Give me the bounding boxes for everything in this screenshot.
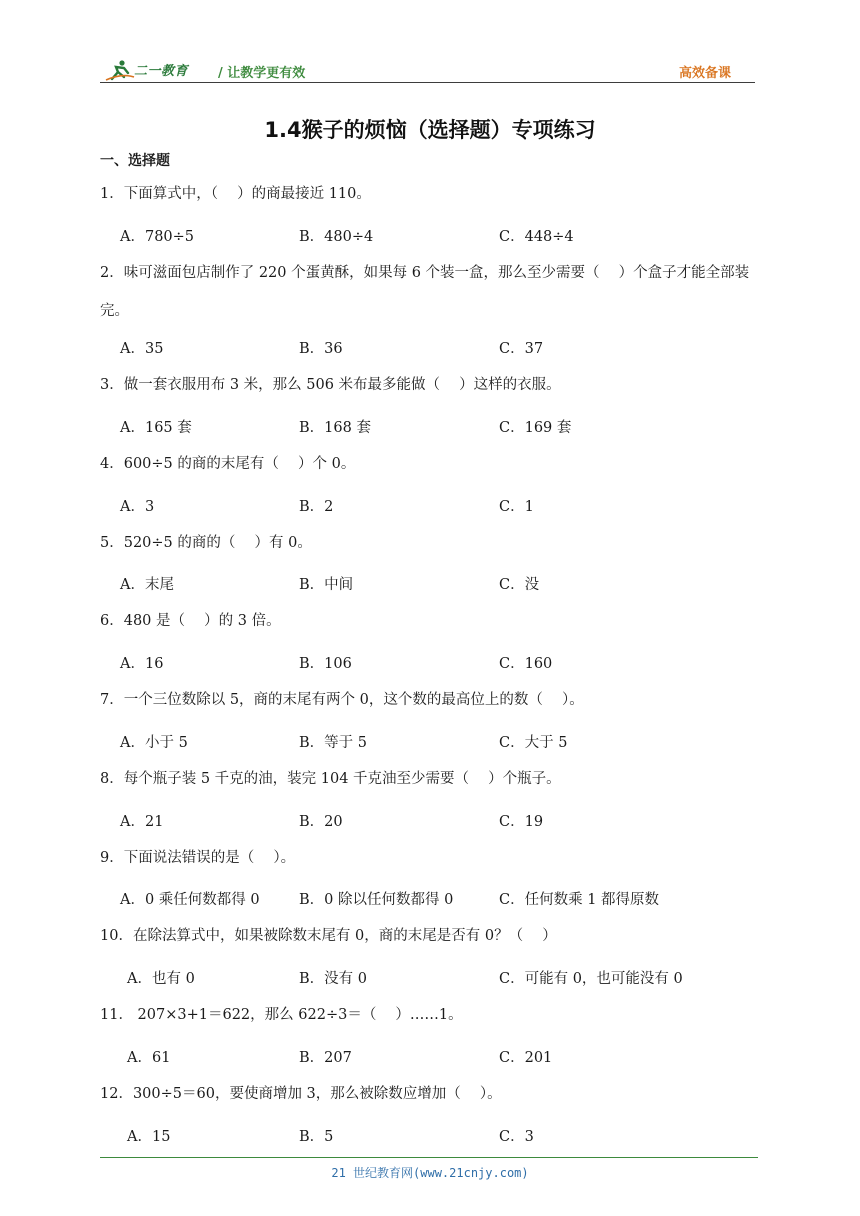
option-a: A．35 bbox=[120, 341, 164, 357]
option-c: C．大于 5 bbox=[499, 735, 568, 751]
option-b: B．168 套 bbox=[299, 420, 371, 436]
question-stem: 12．300÷5＝60，要使商增加 3，那么被除数应增加（ ）。 bbox=[100, 1086, 502, 1102]
option-b: B．2 bbox=[299, 499, 334, 515]
page-header bbox=[100, 56, 755, 84]
option-a: A．165 套 bbox=[120, 420, 192, 436]
header-divider bbox=[100, 82, 755, 83]
question-stem: 11． 207×3+1＝622，那么 622÷3＝（ ）……1。 bbox=[100, 1007, 463, 1023]
question-stem: 1．下面算式中，（ ）的商最接近 110。 bbox=[100, 186, 371, 202]
option-a: A．16 bbox=[120, 656, 164, 672]
header-brand-right: 高效备课 bbox=[678, 66, 731, 81]
option-b: B．480÷4 bbox=[299, 229, 374, 245]
option-a: A．780÷5 bbox=[120, 229, 195, 245]
option-c: C．3 bbox=[499, 1129, 534, 1145]
option-b: B．20 bbox=[299, 814, 343, 830]
option-a: A．小于 5 bbox=[120, 735, 188, 751]
page-title: 1.4猴子的烦恼（选择题）专项练习 bbox=[264, 118, 596, 142]
option-a: A．15 bbox=[127, 1129, 171, 1145]
logo-text: 二一教育 bbox=[134, 64, 189, 79]
question-stem: 3．做一套衣服用布 3 米，那么 506 米布最多能做（ ）这样的衣服。 bbox=[100, 377, 561, 393]
option-c: C．19 bbox=[499, 814, 544, 830]
option-a: A．末尾 bbox=[120, 577, 174, 593]
option-b: B．中间 bbox=[299, 577, 354, 593]
option-c: C．160 bbox=[499, 656, 553, 672]
option-b: B．5 bbox=[299, 1129, 334, 1145]
option-c: C．201 bbox=[499, 1050, 553, 1066]
option-b: B．207 bbox=[299, 1050, 352, 1066]
question-stem: 10．在除法算式中，如果被除数末尾有 0，商的末尾是否有 0？（ ） bbox=[100, 928, 557, 944]
question-stem: 7．一个三位数除以 5，商的末尾有两个 0，这个数的最高位上的数（ ）。 bbox=[100, 692, 584, 708]
question-stem: 4．600÷5 的商的末尾有（ ）个 0。 bbox=[100, 456, 356, 472]
question-stem: 5．520÷5 的商的（ ）有 0。 bbox=[100, 535, 312, 551]
option-b: B．106 bbox=[299, 656, 352, 672]
question-stem: 9．下面说法错误的是（ ）。 bbox=[100, 850, 296, 866]
option-a: A．21 bbox=[120, 814, 164, 830]
option-c: C．没 bbox=[499, 577, 540, 593]
header-slogan: / 让教学更有效 bbox=[218, 66, 306, 81]
option-c: C．1 bbox=[499, 499, 534, 515]
option-b: B．没有 0 bbox=[299, 971, 367, 987]
question-stem: 2．味可滋面包店制作了 220 个蛋黄酥，如果每 6 个装一盒，那么至少需要（ ）个盒子才能全部装完。 bbox=[100, 265, 750, 319]
question-stem: 8．每个瓶子装 5 千克的油，装完 104 千克油至少需要（ ）个瓶子。 bbox=[100, 771, 561, 787]
option-b: B．等于 5 bbox=[299, 735, 367, 751]
option-a: A．也有 0 bbox=[127, 971, 195, 987]
option-c: C．448÷4 bbox=[499, 229, 574, 245]
option-c: C．可能有 0，也可能没有 0 bbox=[499, 971, 683, 987]
option-a: A．3 bbox=[120, 499, 155, 515]
option-a: A．0 乘任何数都得 0 bbox=[120, 892, 260, 908]
option-b: B．36 bbox=[299, 341, 343, 357]
footer-divider bbox=[100, 1157, 758, 1158]
option-c: C．169 套 bbox=[499, 420, 572, 436]
option-c: C．任何数乘 1 都得原数 bbox=[499, 892, 660, 908]
option-a: A．61 bbox=[127, 1050, 171, 1066]
question-stem: 6．480 是（ ）的 3 倍。 bbox=[100, 613, 281, 629]
footer-link[interactable]: 21 世纪教育网(www.21cnjy.com) bbox=[331, 1166, 529, 1180]
section-heading: 一、选择题 bbox=[100, 153, 170, 169]
option-b: B．0 除以任何数都得 0 bbox=[299, 892, 454, 908]
option-c: C．37 bbox=[499, 341, 544, 357]
